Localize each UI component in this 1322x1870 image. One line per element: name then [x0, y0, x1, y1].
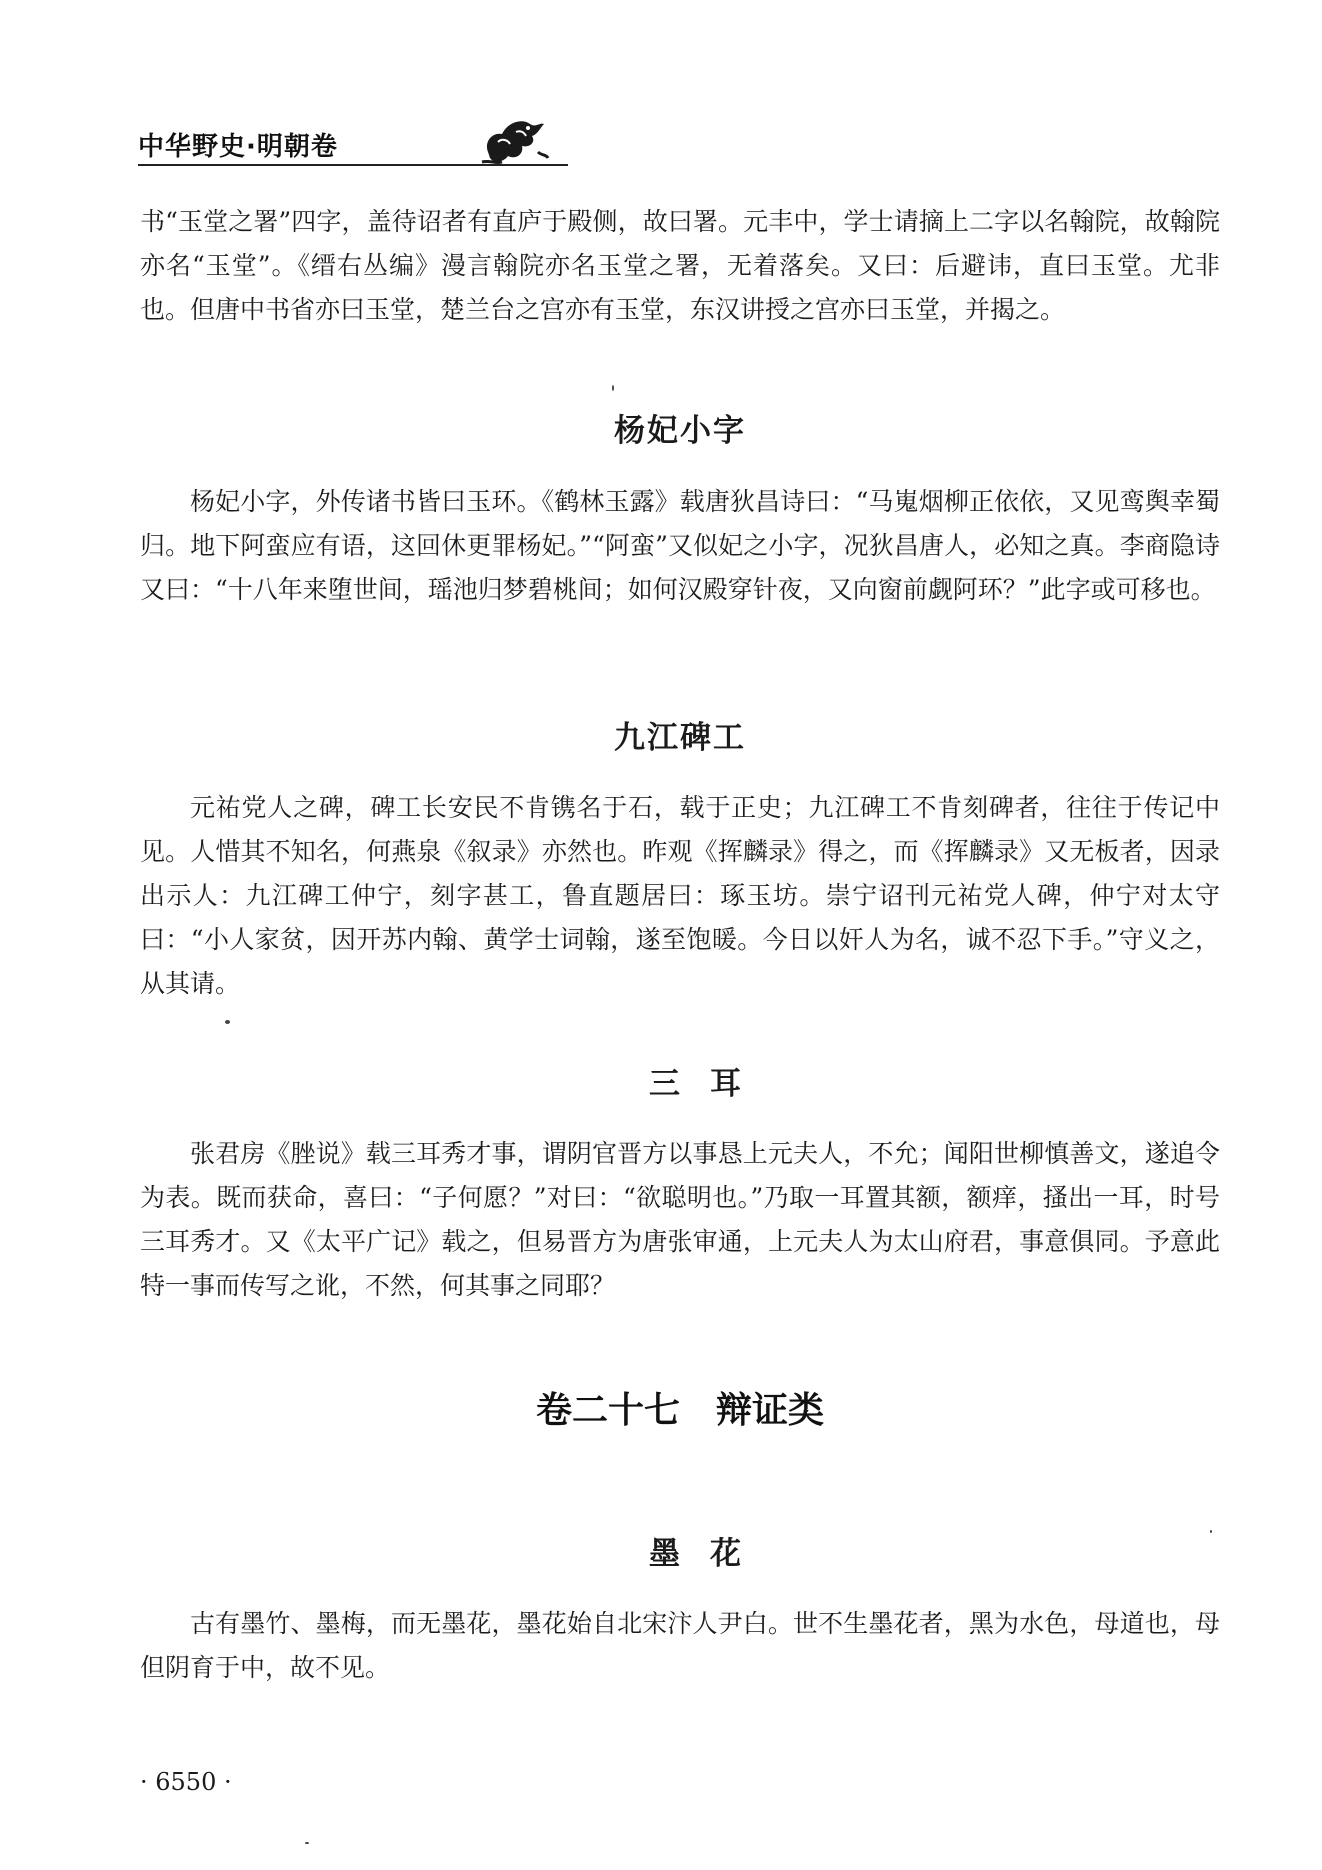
page-number: · 6550 ·: [140, 1768, 232, 1796]
body-paragraph: 张君房《脞说》载三耳秀才事，谓阴官晋方以事恳上元夫人，不允；闻阳世柳慎善文，遂追令为表。既而获命，喜曰：“子何愿？”对曰：“欲聪明也。”乃取一耳置其额，额痒，搔出一耳，时号三耳秀才。又《太平广记》载之，但易晋方为唐张审通，上元夫人为太山府君，事意俱同。予意此特一事而传写之讹，不然，何其事之同耶？: [140, 1139, 1220, 1300]
section-title: 墨花: [649, 1536, 771, 1572]
chapter-title: 卷二十七 辩证类: [535, 1390, 824, 1431]
header-rule: [138, 164, 568, 166]
scan-speck: [612, 385, 614, 391]
scan-speck: [1210, 1530, 1212, 1533]
body-paragraph: 古有墨竹、墨梅，而无墨花，墨花始自北宋汴人尹白。世不生墨花者，黑为水色，母道也，母但阴育于中，故不见。: [140, 1609, 1220, 1682]
dragon-emblem-icon: [478, 112, 550, 168]
running-head: [138, 118, 568, 164]
running-head-title: 中华野史·明朝卷: [138, 132, 338, 162]
scan-speck: [305, 1842, 309, 1844]
section-title: 三耳: [649, 1066, 771, 1102]
body-paragraph: 杨妃小字，外传诸书皆曰玉环。《鹤林玉露》载唐狄昌诗曰：“马嵬烟柳正依依，又见鸾舆幸蜀归。地下阿蛮应有语，这回休更罪杨妃。”“阿蛮”又似妃之小字，况狄昌唐人，必知之真。李商隐诗又曰：“十八年来堕世间，瑶池归梦碧桃间；如何汉殿穿针夜，又向窗前觑阿环？”此字或可移也。: [140, 487, 1220, 604]
section-title: 杨妃小字: [614, 413, 746, 449]
body-paragraph: 元祐党人之碑，碑工长安民不肯镌名于石，载于正史；九江碑工不肯刻碑者，往往于传记中见。人惜其不知名，何燕泉《叙录》亦然也。昨观《挥麟录》得之，而《挥麟录》又无板者，因录出示人：九江碑工仲宁，刻字甚工，鲁直题居曰：琢玉坊。崇宁诏刊元祐党人碑，仲宁对太守曰：“小人家贫，因开苏内翰、黄学士词翰，遂至饱暖。今日以奸人为名，诚不忍下手。”守义之，从其请。: [140, 793, 1220, 998]
section-title: 九江碑工: [614, 720, 746, 756]
scan-speck: [225, 1020, 230, 1024]
body-paragraph: 书“玉堂之署”四字，盖待诏者有直庐于殿侧，故曰署。元丰中，学士请摘上二字以名翰院，故翰院亦名“玉堂”。《缙右丛编》漫言翰院亦名玉堂之署，无着落矣。又曰：后避讳，直曰玉堂。尤非也。但唐中书省亦曰玉堂，楚兰台之宫亦有玉堂，东汉讲授之宫亦曰玉堂，并揭之。: [140, 207, 1220, 324]
